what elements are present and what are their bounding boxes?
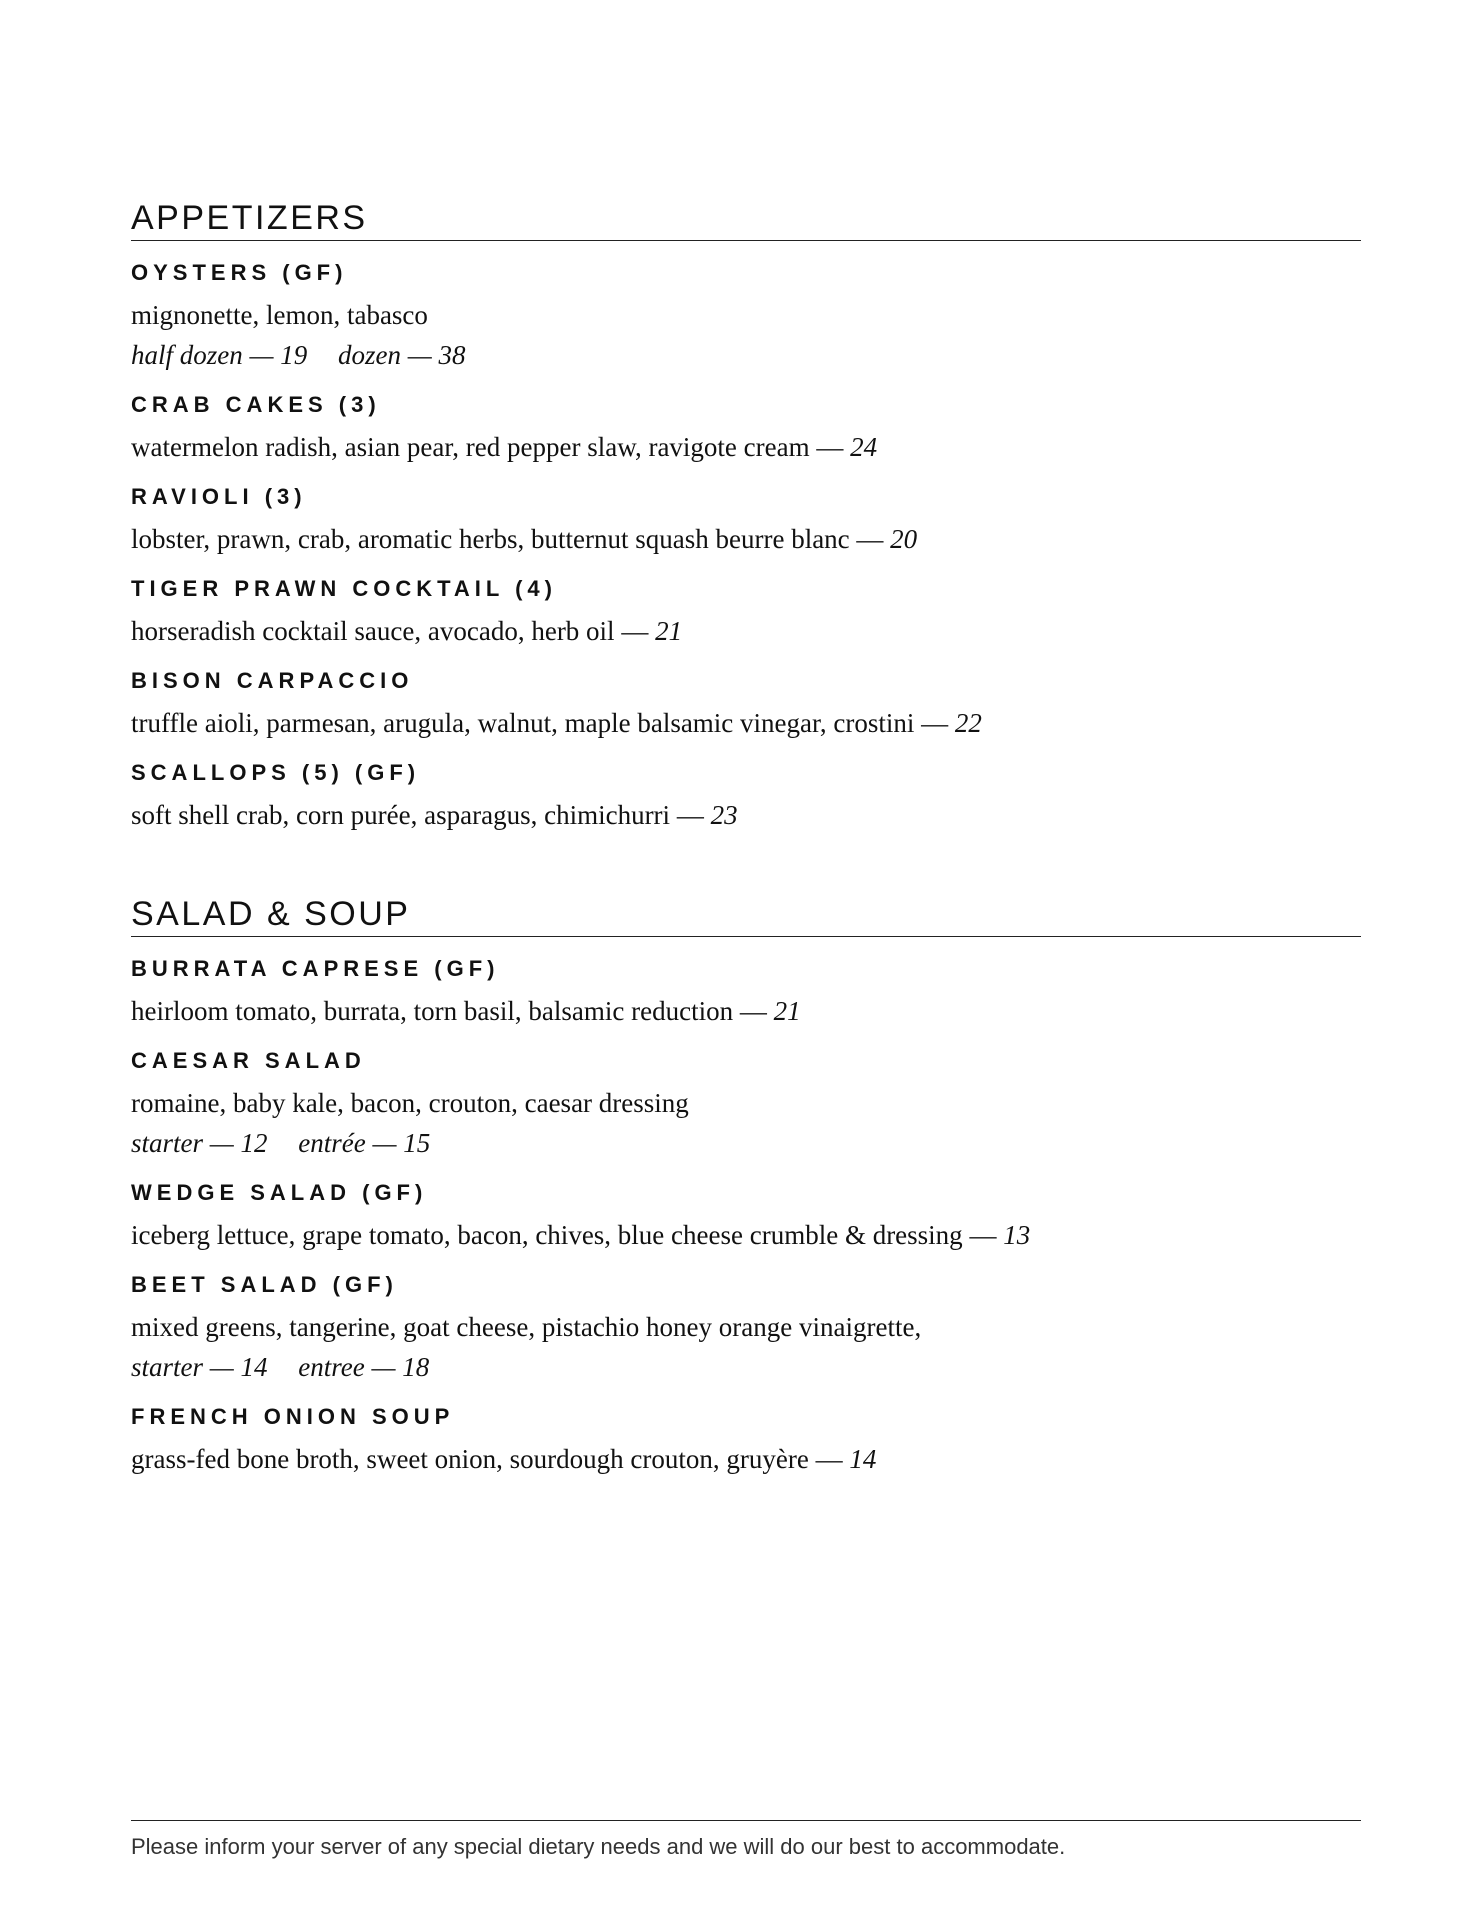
item-name: RAVIOLI (3) — [131, 484, 307, 509]
item-name: OYSTERS (GF) — [131, 260, 348, 285]
section-title: SALAD & SOUP — [131, 895, 411, 933]
item-name: CRAB CAKES (3) — [131, 392, 381, 417]
menu-item-tiger-prawn-cocktail — [131, 575, 1361, 649]
price-option: entree — 18 — [298, 1352, 430, 1382]
menu-item-french-onion-soup — [131, 1403, 1361, 1477]
item-name: BISON CARPACCIO — [131, 668, 414, 693]
menu-item-ravioli — [131, 483, 1361, 557]
price-option: half dozen — 19 — [131, 340, 308, 370]
menu-item-crab-cakes — [131, 391, 1361, 465]
item-name: SCALLOPS (5) (GF) — [131, 760, 421, 785]
item-description: soft shell crab, corn purée, asparagus, chimichurri — 23 — [131, 800, 738, 830]
item-price: 21 — [655, 616, 683, 646]
item-description: lobster, prawn, crab, aromatic herbs, butternut squash beurre blanc — 20 — [131, 524, 918, 554]
item-price: 20 — [890, 524, 918, 554]
price-option: starter — 14 — [131, 1352, 268, 1382]
footer-divider — [131, 1820, 1361, 1821]
item-name: FRENCH ONION SOUP — [131, 1404, 455, 1429]
item-price-options — [131, 1349, 1361, 1385]
section-divider — [131, 240, 1361, 241]
section-divider — [131, 936, 1361, 937]
item-price-options — [131, 337, 1361, 373]
item-price: 21 — [773, 996, 801, 1026]
menu-page — [131, 0, 1361, 1920]
item-description: mignonette, lemon, tabasco — [131, 300, 428, 330]
menu-item-caesar-salad — [131, 1047, 1361, 1161]
item-description: truffle aioli, parmesan, arugula, walnut, maple balsamic vinegar, crostini — 22 — [131, 708, 982, 738]
dietary-note: Please inform your server of any special dietary needs and we will do our best to accommodate. — [131, 1834, 1066, 1859]
menu-item-oysters — [131, 259, 1361, 373]
item-price: 13 — [1003, 1220, 1031, 1250]
price-option: entrée — 15 — [298, 1128, 431, 1158]
item-description: heirloom tomato, burrata, torn basil, balsamic reduction — 21 — [131, 996, 801, 1026]
footer — [131, 1820, 1361, 1861]
item-description: grass-fed bone broth, sweet onion, sourdough crouton, gruyère — 14 — [131, 1444, 877, 1474]
item-price: 24 — [850, 432, 878, 462]
menu-item-bison-carpaccio — [131, 667, 1361, 741]
item-description: romaine, baby kale, bacon, crouton, caesar dressing — [131, 1088, 689, 1118]
item-name: BEET SALAD (GF) — [131, 1272, 398, 1297]
item-name: CAESAR SALAD — [131, 1048, 366, 1073]
menu-item-scallops — [131, 759, 1361, 833]
price-option: dozen — 38 — [338, 340, 466, 370]
item-description: mixed greens, tangerine, goat cheese, pistachio honey orange vinaigrette, — [131, 1312, 922, 1342]
item-price: 23 — [710, 800, 738, 830]
menu-item-burrata-caprese — [131, 955, 1361, 1029]
item-description: iceberg lettuce, grape tomato, bacon, chives, blue cheese crumble & dressing — 13 — [131, 1220, 1031, 1250]
price-option: starter — 12 — [131, 1128, 268, 1158]
appetizers-section — [131, 196, 1361, 833]
item-description: horseradish cocktail sauce, avocado, herb oil — 21 — [131, 616, 683, 646]
menu-item-beet-salad — [131, 1271, 1361, 1385]
menu-item-wedge-salad — [131, 1179, 1361, 1253]
item-description: watermelon radish, asian pear, red pepper slaw, ravigote cream — 24 — [131, 432, 878, 462]
item-name: WEDGE SALAD (GF) — [131, 1180, 428, 1205]
item-name: TIGER PRAWN COCKTAIL (4) — [131, 576, 557, 601]
section-title: APPETIZERS — [131, 199, 368, 237]
salad-soup-section — [131, 892, 1361, 1477]
item-price: 22 — [954, 708, 982, 738]
item-price-options — [131, 1125, 1361, 1161]
item-name: BURRATA CAPRESE (GF) — [131, 956, 500, 981]
item-price: 14 — [849, 1444, 877, 1474]
